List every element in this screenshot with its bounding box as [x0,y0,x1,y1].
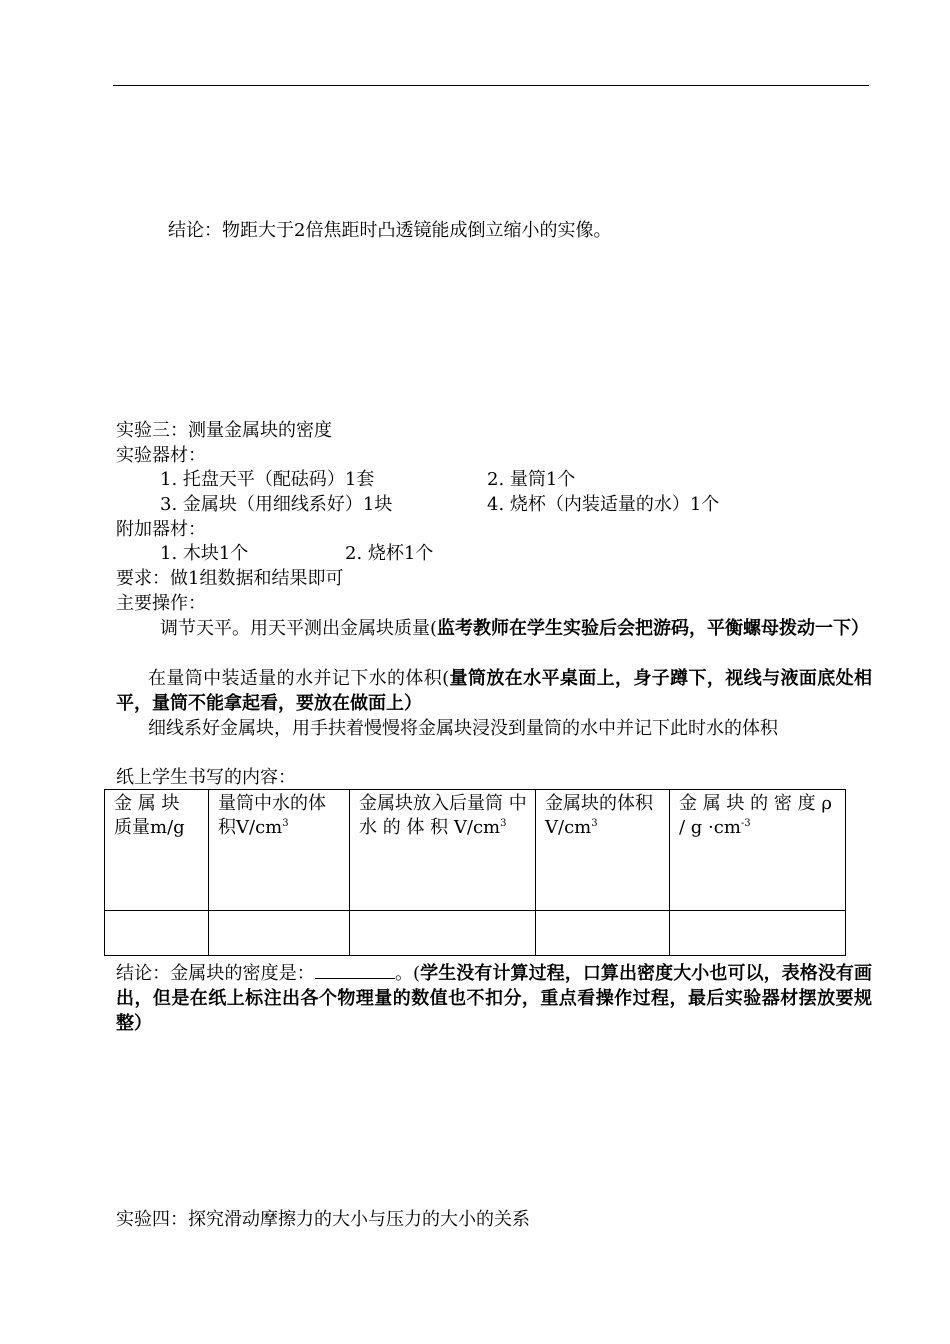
table-header-row [105,790,846,911]
requirement: 要求：做1组数据和结果即可 [116,568,344,589]
table-header-cell: 金 属 块 的 密 度 $\rho / g \cdot cm^{-3}$ [670,790,846,911]
exp3-conclusion [116,960,872,1036]
answer-blank [315,960,395,979]
table-cell [536,911,670,956]
equipment-item: 3. 金属块（用细线系好）1块 [160,494,393,515]
data-table [104,789,846,956]
op1-text: 调节天平。用天平测出金属块质量( [160,618,438,639]
operation-step-2 [116,666,872,716]
table-header-cell: 量筒中水的体积$V/cm^3$ [209,790,350,911]
table-cell [209,911,350,956]
ops-label: 主要操作： [116,593,206,614]
exp3-title: 实验三：测量金属块的密度 [116,420,332,441]
operation-step-3: 细线系好金属块，用手扶着慢慢将金属块浸没到量筒的水中并记下此时水的体积 [148,718,778,739]
equipment-item: 2. 量筒1个 [487,469,576,490]
op1-note: 监考教师在学生实验后会把游码，平衡螺母拨动一下） [437,618,870,639]
table-header-cell: 金 属 块 质量m/g [105,790,209,911]
extra-item: 2. 烧杯1个 [345,543,434,564]
table-header-cell: 金属块放入后量筒 中 水 的 体 积 $V/cm^3$ [350,790,536,911]
table-cell [105,911,209,956]
lens-conclusion: 结论：物距大于2倍焦距时凸透镜能成倒立缩小的实像。 [168,220,612,241]
exp4-title: 实验四：探究滑动摩擦力的大小与压力的大小的关系 [116,1209,530,1230]
conclusion-text: 结论：金属块的密度是： [116,963,315,984]
written-label: 纸上学生书写的内容： [116,767,296,788]
conclusion-tail: 。( [394,963,421,984]
operation-step-1 [116,616,872,641]
op2-text: 在量筒中装适量的水并记下水的体积( [148,668,450,689]
table-row [105,911,846,956]
equipment-item: 4. 烧杯（内装适量的水）1个 [487,494,720,515]
op2-note: 量筒放在水平桌面上，身子蹲下，视线与液面底处相平，量筒不能拿起看，要放在做面上） [116,668,872,714]
conclusion-note: 学生没有计算过程，口算出密度大小也可以，表格没有画出，但是在纸上标注出各个物理量的数值也不扣分，重点看操作过程，最后实验器材摆放要规整） [116,963,872,1034]
equipment-item: 1. 托盘天平（配砝码）1套 [160,469,375,490]
extra-item: 1. 木块1个 [160,543,249,564]
table-header-cell: 金属块的体积$V/cm^3$ [536,790,670,911]
equipment-label: 实验器材： [116,445,206,466]
extra-label: 附加器材： [116,519,206,540]
table-cell [350,911,536,956]
header-rule [113,85,869,86]
table-cell [670,911,846,956]
